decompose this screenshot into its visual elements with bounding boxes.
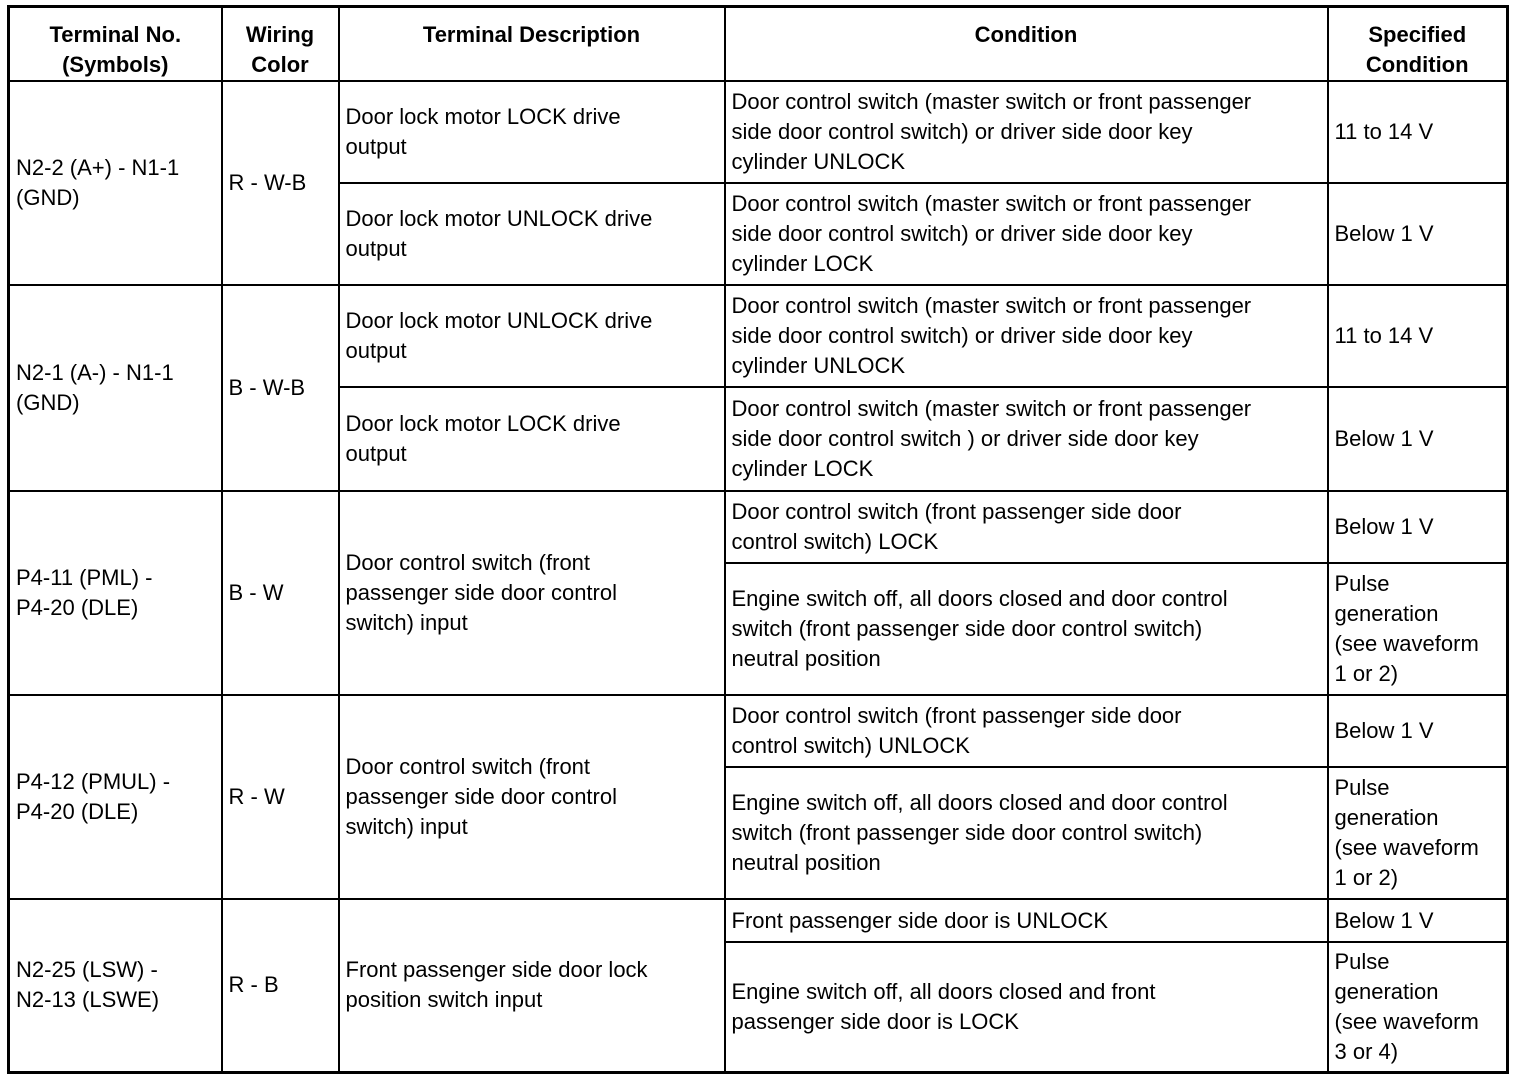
wiring-color-cell: B - W [222, 491, 339, 695]
condition-cell: Door control switch (master switch or front passenger side door control switch) or driver side door key cylinder UNLOCK [725, 285, 1328, 387]
condition-cell: Engine switch off, all doors closed and door control switch (front passenger side door control switch) neutral position [725, 767, 1328, 899]
table-row [9, 491, 1508, 563]
description-cell: Front passenger side door lock position switch input [339, 899, 725, 1072]
specified-condition-cell: Below 1 V [1328, 899, 1508, 942]
header-wiring-color: Wiring Color [222, 7, 339, 82]
table-row [9, 695, 1508, 767]
table-row [9, 285, 1508, 387]
specified-condition-cell: Below 1 V [1328, 183, 1508, 285]
header-terminal: Terminal No. (Symbols) [9, 7, 222, 82]
condition-cell: Engine switch off, all doors closed and door control switch (front passenger side door control switch) neutral position [725, 563, 1328, 695]
wiring-color-cell: B - W-B [222, 285, 339, 491]
description-cell: Door control switch (front passenger side door control switch) input [339, 491, 725, 695]
specified-condition-cell: Below 1 V [1328, 387, 1508, 491]
table-row [9, 899, 1508, 942]
specified-condition-cell: Pulse generation (see waveform 1 or 2) [1328, 767, 1508, 899]
description-cell: Door control switch (front passenger side door control switch) input [339, 695, 725, 899]
condition-cell: Door control switch (front passenger side door control switch) LOCK [725, 491, 1328, 563]
description-cell: Door lock motor UNLOCK drive output [339, 285, 725, 387]
terminal-cell: P4-12 (PMUL) - P4-20 (DLE) [9, 695, 222, 899]
condition-cell: Door control switch (front passenger side door control switch) UNLOCK [725, 695, 1328, 767]
description-cell: Door lock motor UNLOCK drive output [339, 183, 725, 285]
condition-cell: Door control switch (master switch or front passenger side door control switch) or driver side door key cylinder UNLOCK [725, 81, 1328, 183]
specified-condition-cell: Below 1 V [1328, 695, 1508, 767]
condition-cell: Door control switch (master switch or front passenger side door control switch) or driver side door key cylinder LOCK [725, 183, 1328, 285]
specified-condition-cell: Below 1 V [1328, 491, 1508, 563]
description-cell: Door lock motor LOCK drive output [339, 387, 725, 491]
description-cell: Door lock motor LOCK drive output [339, 81, 725, 183]
specified-condition-cell: 11 to 14 V [1328, 81, 1508, 183]
table-row [9, 81, 1508, 183]
wiring-color-cell: R - W-B [222, 81, 339, 285]
header-row [9, 7, 1508, 82]
terminal-cell: N2-25 (LSW) - N2-13 (LSWE) [9, 899, 222, 1072]
terminal-cell: N2-1 (A-) - N1-1 (GND) [9, 285, 222, 491]
wiring-color-cell: R - W [222, 695, 339, 899]
terminal-cell: N2-2 (A+) - N1-1 (GND) [9, 81, 222, 285]
condition-cell: Front passenger side door is UNLOCK [725, 899, 1328, 942]
terminal-table [7, 5, 1509, 1074]
specified-condition-cell: Pulse generation (see waveform 1 or 2) [1328, 563, 1508, 695]
header-terminal-description: Terminal Description [339, 7, 725, 82]
condition-cell: Engine switch off, all doors closed and front passenger side door is LOCK [725, 942, 1328, 1072]
header-specified-condition: Specified Condition [1328, 7, 1508, 82]
condition-cell: Door control switch (master switch or front passenger side door control switch ) or driver side door key cylinder LOCK [725, 387, 1328, 491]
wiring-color-cell: R - B [222, 899, 339, 1072]
terminal-cell: P4-11 (PML) - P4-20 (DLE) [9, 491, 222, 695]
specified-condition-cell: Pulse generation (see waveform 3 or 4) [1328, 942, 1508, 1072]
header-condition: Condition [725, 7, 1328, 82]
specified-condition-cell: 11 to 14 V [1328, 285, 1508, 387]
